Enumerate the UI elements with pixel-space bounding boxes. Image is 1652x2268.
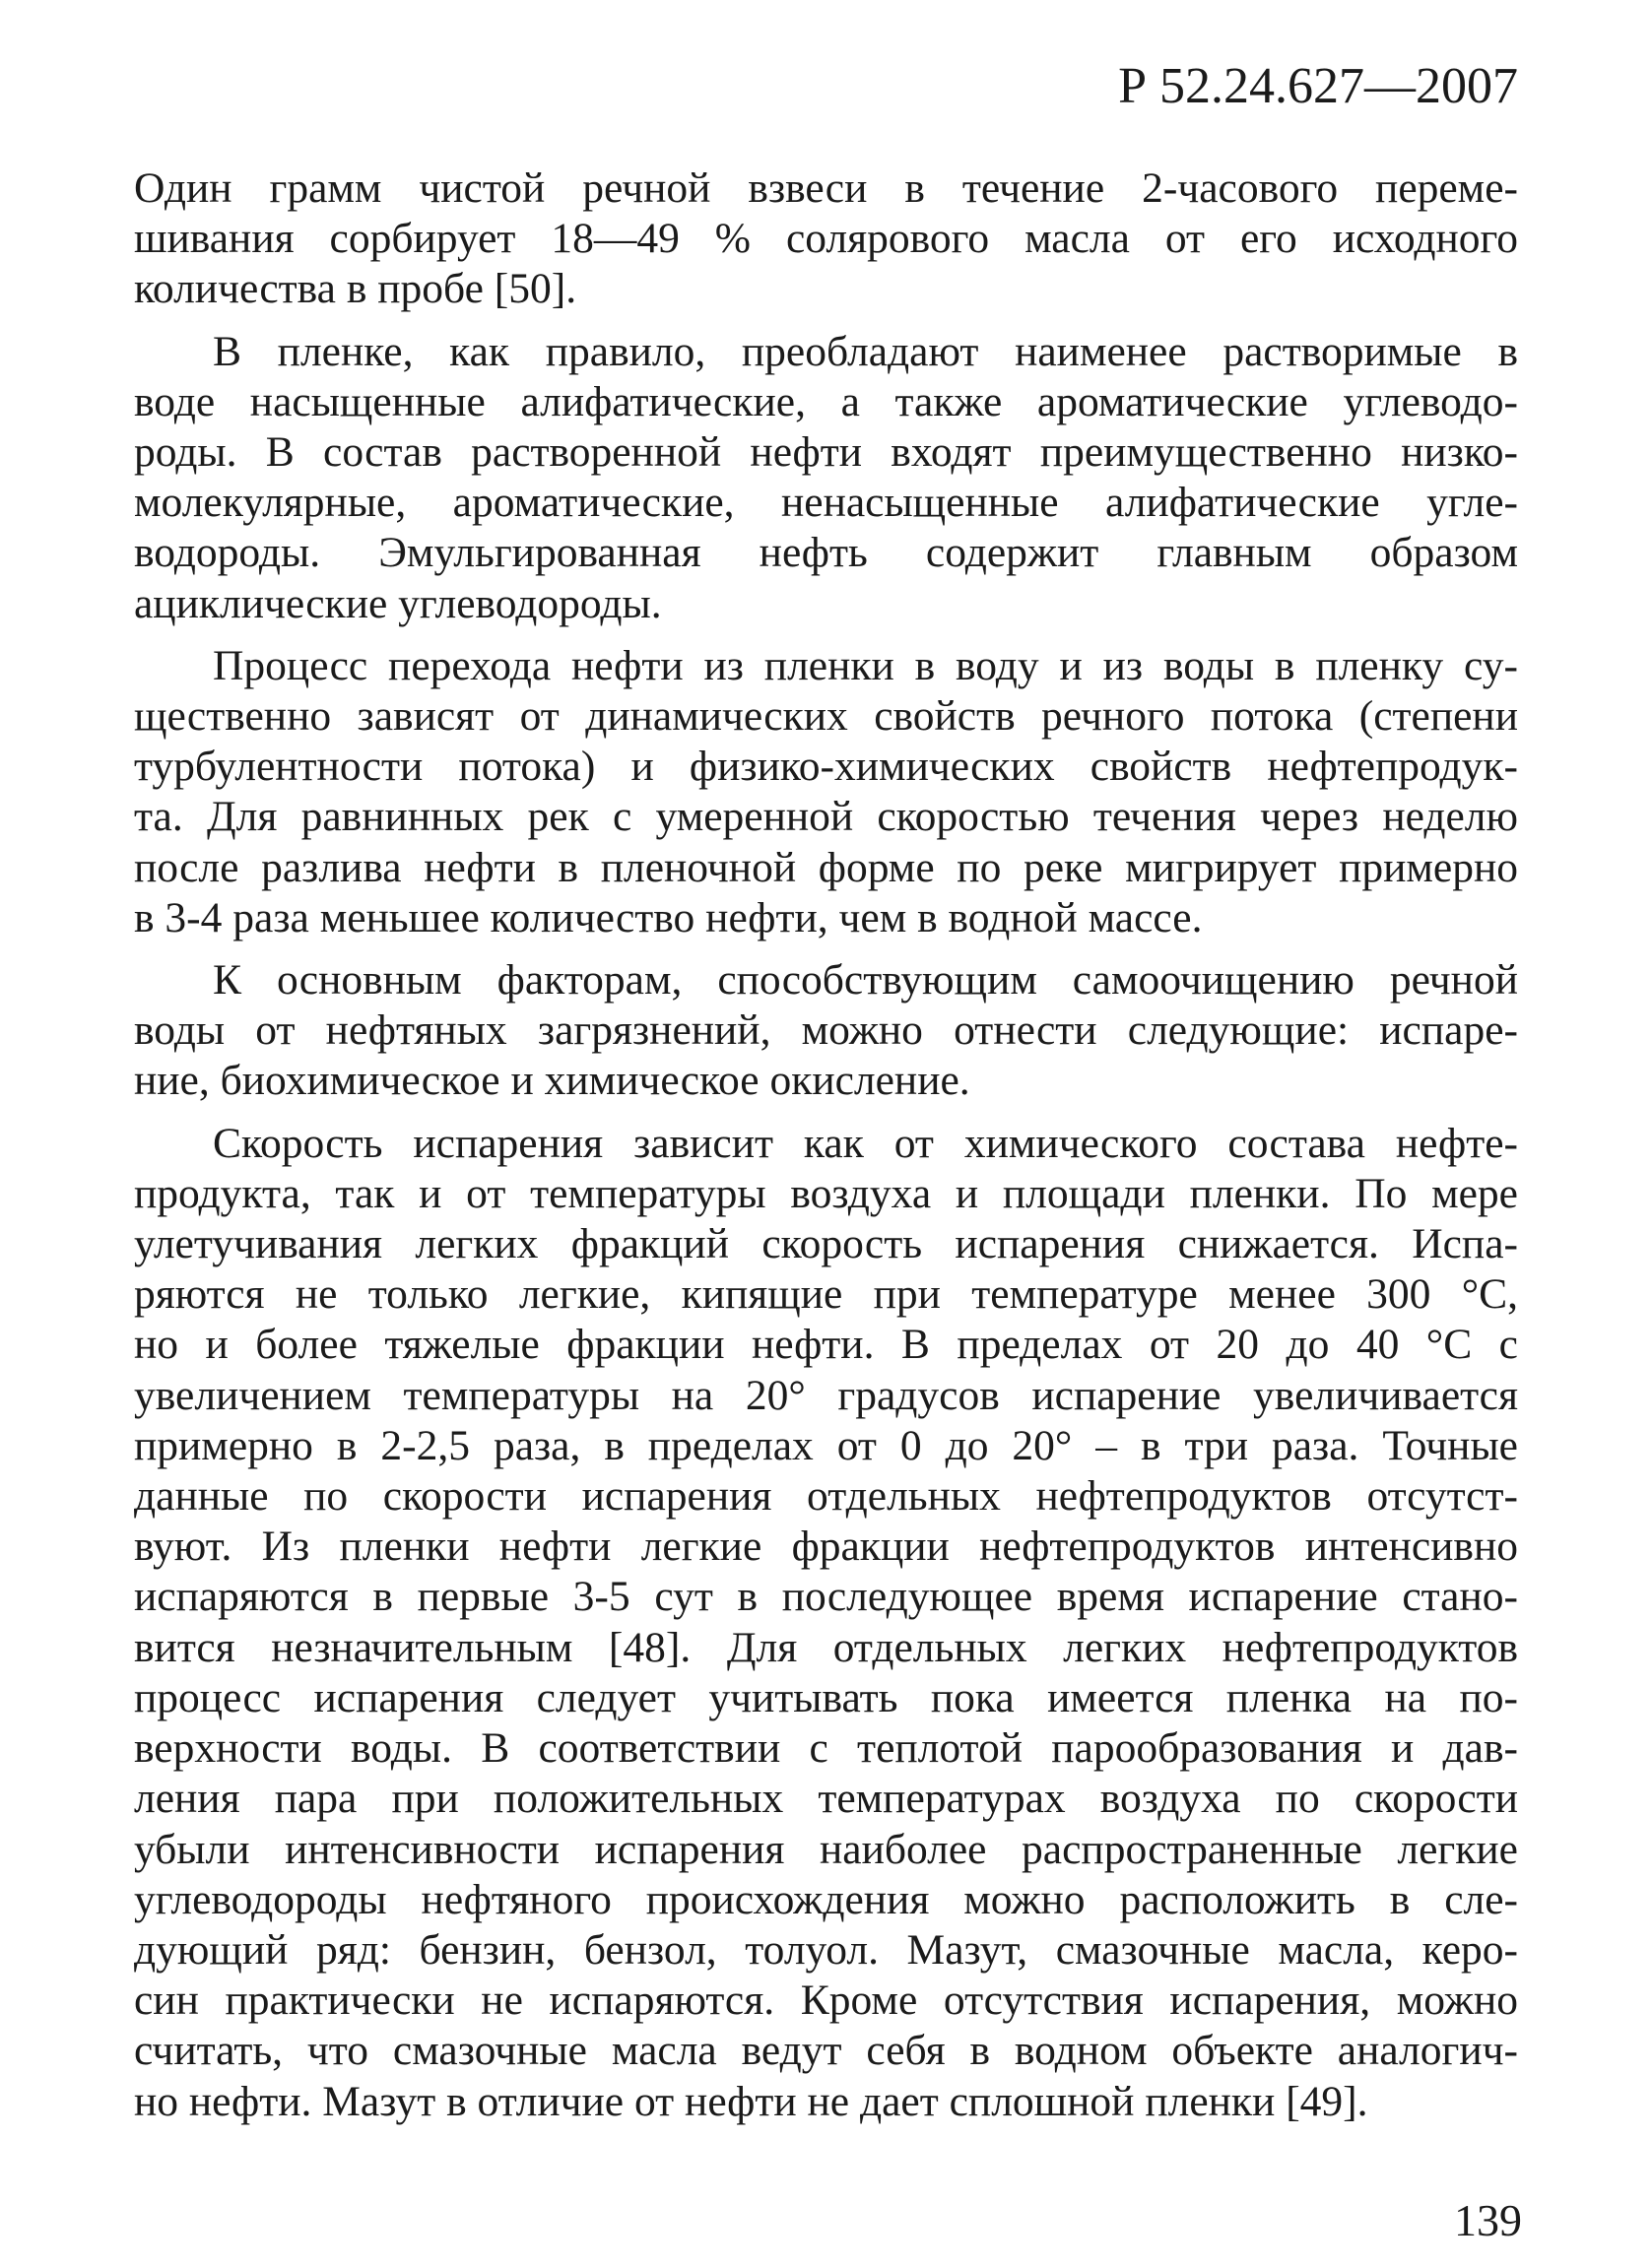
paragraph-4	[134, 955, 1518, 1107]
text-line: ние, биохимическое и химическое окисление.	[134, 1057, 970, 1105]
text-line: турбулентности потока) и физико-химических свойств нефтепродук-	[134, 743, 1518, 791]
text-line: ряются не только легкие, кипящие при температуре менее 300 °С,	[134, 1270, 1518, 1319]
text-line: Скорость испарения зависит как от химического состава нефте-	[213, 1119, 1518, 1167]
text-line: верхности воды. В соответствии с теплотой парообразования и дав-	[134, 1724, 1518, 1773]
text-line: но и более тяжелые фракции нефти. В пределах от 20 до 40 °С с	[134, 1321, 1518, 1369]
page-number: 139	[1454, 2195, 1522, 2245]
text-line: вуют. Из пленки нефти легкие фракции нефтепродуктов интенсивно	[134, 1523, 1518, 1571]
text-line: К основным факторам, способствующим самоочищению речной	[213, 956, 1518, 1004]
text-line: но нефти. Мазут в отличие от нефти не дает сплошной пленки [49].	[134, 2077, 1368, 2125]
text-line: после разлива нефти в пленочной форме по реке мигрирует примерно	[134, 843, 1518, 891]
body-text	[134, 163, 1518, 2139]
text-line: воды от нефтяных загрязнений, можно отнести следующие: испаре-	[134, 1006, 1518, 1055]
text-line: количества в пробе [50].	[134, 265, 577, 313]
text-line: шивания сорбирует 18—49 % солярового масла от его исходного	[134, 215, 1518, 263]
text-line: испаряются в первые 3-5 сут в последующее время испарение стано-	[134, 1573, 1518, 1621]
text-line: углеводороды нефтяного происхождения можно расположить в сле-	[134, 1875, 1518, 1923]
text-line: улетучивания легких фракций скорость испарения снижается. Испа-	[134, 1220, 1518, 1268]
text-line: ациклические углеводороды.	[134, 579, 662, 627]
paragraph-3	[134, 641, 1518, 943]
text-line: та. Для равнинных рек с умеренной скоростью течения через неделю	[134, 793, 1518, 841]
paragraph-1	[134, 163, 1518, 315]
text-line: увеличением температуры на 20° градусов испарение увеличивается	[134, 1371, 1518, 1419]
text-line: воде насыщенные алифатические, а также ароматические углеводо-	[134, 377, 1518, 425]
text-line: молекулярные, ароматические, ненасыщенные алифатические угле-	[134, 479, 1518, 527]
text-line: убыли интенсивности испарения наиболее распространенные легкие	[134, 1825, 1518, 1873]
text-line: Один грамм чистой речной взвеси в течение 2-часового переме-	[134, 164, 1518, 212]
text-line: в 3-4 раза меньшее количество нефти, чем в водной массе.	[134, 893, 1203, 941]
paragraph-5	[134, 1119, 1518, 2127]
text-line: данные по скорости испарения отдельных нефтепродуктов отсутст-	[134, 1472, 1518, 1521]
text-line: считать, что смазочные масла ведут себя в водном объекте аналогич-	[134, 2027, 1518, 2075]
text-line: вится незначительным [48]. Для отдельных легких нефтепродуктов	[134, 1623, 1518, 1671]
text-line: процесс испарения следует учитывать пока имеется пленка на по-	[134, 1673, 1518, 1721]
text-line: В пленке, как правило, преобладают наименее растворимые в	[213, 327, 1518, 375]
text-line: син практически не испаряются. Кроме отсутствия испарения, можно	[134, 1976, 1518, 2025]
document-code-header: Р 52.24.627—2007	[1118, 58, 1518, 114]
text-line: щественно зависят от динамических свойств речного потока (степени	[134, 692, 1518, 741]
paragraph-2	[134, 327, 1518, 629]
text-line: водороды. Эмульгированная нефть содержит главным образом	[134, 529, 1518, 577]
text-line: примерно в 2-2,5 раза, в пределах от 0 до 20° – в три раза. Точные	[134, 1421, 1518, 1469]
text-line: Процесс перехода нефти из пленки в воду и из воды в пленку су-	[213, 641, 1518, 689]
text-line: дующий ряд: бензин, бензол, толуол. Мазут, смазочные масла, керо-	[134, 1925, 1518, 1974]
text-line: роды. В состав растворенной нефти входят преимущественно низко-	[134, 428, 1518, 477]
text-line: ления пара при положительных температурах воздуха по скорости	[134, 1775, 1518, 1823]
text-line: продукта, так и от температуры воздуха и площади пленки. По мере	[134, 1169, 1518, 1217]
